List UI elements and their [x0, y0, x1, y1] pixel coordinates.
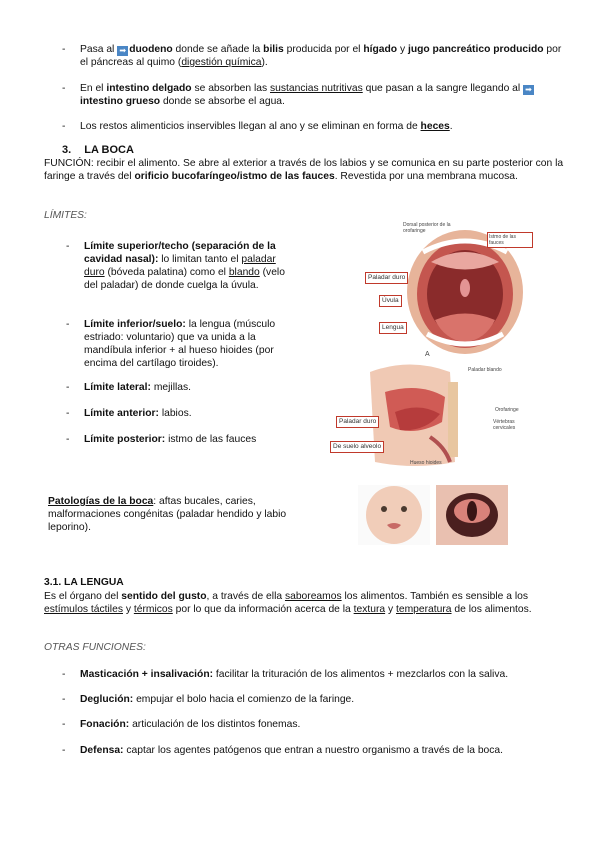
patologias-text: : aftas bucales, caries, malformaciones congénitas (paladar hendido y labio leporino).: [48, 496, 287, 533]
funcion-masticacion: [62, 668, 570, 681]
term-saboreamos: saboreamos: [284, 591, 342, 602]
section-title: LA BOCA: [84, 144, 134, 156]
patologias-label: Patologías de la boca: [48, 496, 154, 507]
text: Los restos alimenticios inservibles llegan al ano y se eliminan en forma de: [80, 121, 421, 132]
label-arch: Dorsal posterior de la orofaringe: [403, 222, 451, 234]
bullet-dash: -: [66, 382, 70, 393]
text: producida por el: [283, 44, 364, 55]
limit-label: Límite superior/techo (separación de la cavidad nasal):: [84, 241, 276, 265]
label-vertebras: Vértebras cervicales: [493, 419, 516, 431]
bullet-dash: -: [62, 745, 66, 756]
term-digestion-quimica: digestión química: [181, 57, 262, 68]
section-heading-lengua: 3.1. LA LENGUA: [44, 577, 124, 588]
funcion-label: Defensa:: [80, 745, 124, 756]
funcion-label: Deglución:: [80, 694, 134, 705]
term-sentido-gusto: sentido del gusto: [121, 591, 207, 602]
limit-label: Límite posterior:: [84, 434, 166, 445]
funcion-text: articulación de los distintos fonemas.: [129, 719, 301, 730]
bullet-dash: -: [62, 83, 66, 94]
text: , a través de ella: [206, 591, 285, 602]
label-section-alveolo: De suelo alveolo: [330, 441, 384, 453]
label-isthmus: Istmo de las fauces: [487, 232, 533, 248]
text: (bóveda palatina) como el: [104, 267, 229, 278]
text: Es el órgano del: [44, 591, 122, 602]
bullet-dash: -: [62, 44, 66, 55]
text: Pasa al: [80, 44, 118, 55]
limit-label: Límite lateral:: [84, 382, 151, 393]
funcion-text: captar los agentes patógenos que entran a nuestro organismo a través de la boca.: [123, 745, 504, 756]
funcion-text: facilitar la trituración de los alimentos + mezclarlos con la saliva.: [213, 669, 509, 680]
funcion-label: Fonación:: [80, 719, 130, 730]
funcion-text: empujar el bolo hacia el comienzo de la faringe.: [133, 694, 355, 705]
section-heading-boca: [62, 144, 134, 156]
text: que pasan a la sangre llegando al: [362, 83, 524, 94]
cleft-photos: [358, 485, 508, 545]
text: de los alimentos.: [451, 604, 532, 615]
funcion-defensa: [62, 744, 570, 757]
bullet-dash: -: [62, 669, 66, 680]
limit-label: Límite inferior/suelo:: [84, 319, 186, 330]
label-lengua: Lengua: [379, 322, 407, 334]
funcion-deglucion: [62, 693, 570, 706]
term-duodeno: duodeno: [129, 44, 173, 55]
term-heces: heces: [420, 121, 450, 132]
bullet-dash: -: [62, 694, 66, 705]
text: donde se añade la: [172, 44, 264, 55]
text: se absorben las: [191, 83, 271, 94]
text: istmo de las fauces: [165, 434, 257, 445]
bullet-dash: -: [62, 121, 66, 132]
figure-open-mouth: [365, 222, 540, 357]
text: lo limitan tanto el: [158, 254, 242, 265]
limit-label: Límite anterior:: [84, 408, 159, 419]
term-temperatura: temperatura: [396, 604, 452, 615]
text: y: [397, 44, 408, 55]
digestion-item-2: [62, 82, 570, 108]
term-blando: blando: [228, 267, 260, 278]
text: (velo del paladar) de donde cuelga la úvula.: [84, 267, 285, 291]
term-istmo: orificio bucofaríngeo/istmo de las fauces: [134, 171, 335, 182]
label-orofaringe: Orofaringe: [495, 407, 519, 413]
label-paladar-duro: Paladar duro: [365, 272, 408, 284]
term-sustancias-nutritivas: sustancias nutritivas: [270, 83, 363, 94]
term-bilis: bilis: [263, 44, 284, 55]
digestion-item-1: [62, 43, 570, 69]
term-paladar-duro: paladar duro: [84, 254, 276, 278]
term-estimulos-tactiles: estímulos táctiles: [44, 604, 123, 615]
text: y: [385, 604, 396, 615]
text: por el páncreas al quimo (: [80, 44, 562, 68]
limit-superior: [66, 240, 294, 292]
limit-inferior: [66, 318, 294, 370]
boca-funcion: [44, 157, 564, 183]
text: .: [449, 121, 453, 132]
term-intestino-delgado: intestino delgado: [106, 83, 192, 94]
text: mejillas.: [150, 382, 192, 393]
lengua-paragraph: [44, 590, 556, 616]
limit-lateral: [66, 381, 294, 394]
patologias: [48, 495, 288, 534]
text: En el: [80, 83, 107, 94]
text: los alimentos. También es sensible a los: [341, 591, 529, 602]
bullet-dash: -: [66, 434, 70, 445]
funcion-label: Masticación + insalivación:: [80, 669, 214, 680]
digestion-item-3: [62, 120, 570, 133]
text: FUNCIÓN: recibir el alimento. Se abre al exterior a través de los labios y se comunica en su parte posterior con la faringe a través del: [44, 158, 564, 182]
arrow-icon: ➡: [117, 46, 128, 56]
section-number: 3.: [62, 144, 72, 156]
otras-funciones-heading: OTRAS FUNCIONES:: [44, 642, 146, 653]
arrow-icon: ➡: [523, 85, 534, 95]
term-termicos: térmicos: [133, 604, 173, 615]
label-paladar-blando: Paladar blando: [468, 367, 502, 373]
text: donde se absorbe el agua.: [160, 96, 285, 107]
term-textura: textura: [353, 604, 386, 615]
label-section-paladar-duro: Paladar duro: [336, 416, 379, 428]
term-jugo-pancreatico: jugo pancreático producido: [407, 44, 544, 55]
bullet-dash: -: [62, 719, 66, 730]
label-uvula: Úvula: [379, 295, 402, 307]
text: y: [122, 604, 134, 615]
text: la lengua (músculo estriado: voluntario) que va unida a la mandíbula inferior + al hueso hioides (por encima del cartílago tiroides).: [84, 319, 276, 369]
figure-sagittal-section: [330, 352, 545, 472]
funcion-fonacion: [62, 718, 570, 731]
limites-heading: LÍMITES:: [44, 210, 87, 221]
bullet-dash: -: [66, 408, 70, 419]
figure-cleft-photos: [358, 485, 508, 545]
text: por lo que da información acerca de la: [172, 604, 354, 615]
text: labios.: [158, 408, 192, 419]
label-hueso-hioides: Hueso hioides: [410, 460, 442, 466]
term-higado: hígado: [363, 44, 398, 55]
text: ).: [261, 57, 268, 68]
label-letter-a: A: [425, 351, 430, 358]
bullet-dash: -: [66, 241, 70, 252]
bullet-dash: -: [66, 319, 70, 330]
limit-posterior: [66, 433, 294, 446]
term-intestino-grueso: intestino grueso: [80, 96, 161, 107]
text: . Revestida por una membrana mucosa.: [334, 171, 518, 182]
limit-anterior: [66, 407, 294, 420]
